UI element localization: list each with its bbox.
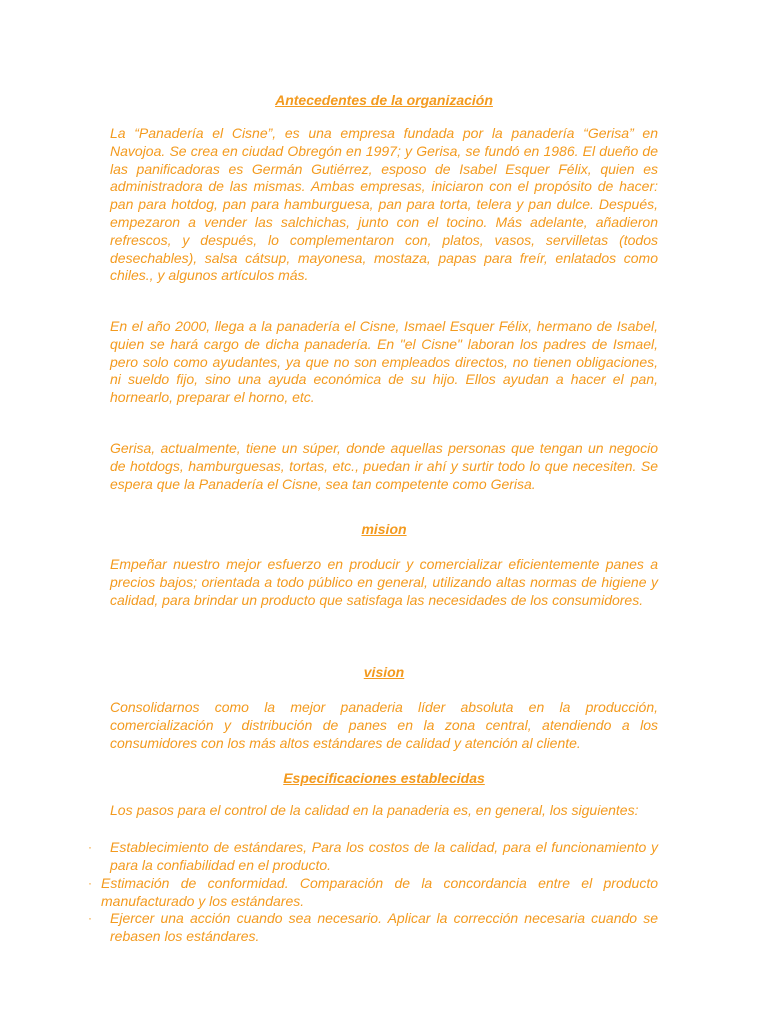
bullet-marker: · (88, 840, 92, 854)
bullet-marker: · (88, 876, 92, 890)
list-item-text: Ejercer una acción cuando sea necesario. Aplicar la corrección necesaria cuando se rebasen los estándares. (110, 910, 658, 944)
paragraph-gerisa: Gerisa, actualmente, tiene un súper, donde aquellas personas que tengan un negocio de hotdogs, hamburguesas, tortas, etc., puedan ir ahí y surtir todo lo que necesiten. Se espera que la Panadería el Cisne, sea tan competente como Gerisa. (110, 440, 658, 492)
paragraph-cisne-2000: En el año 2000, llega a la panadería el Cisne, Ismael Esquer Félix, hermano de Isabel, quien se hará cargo de dicha panadería. En "el Cisne" laboran los padres de Ismael, pero solo como ayudantes, ya que no son empleados directos, no tienen obligaciones, ni sueldo fijo, sino una ayuda económica de su hijo. Ellos ayudan a hacer el pan, hornearlo, preparar el horno, etc. (110, 318, 658, 406)
paragraph-mision: Empeñar nuestro mejor esfuerzo en producir y comercializar eficientemente panes a precios bajos; orientada a todo público en general, utilizando altas normas de higiene y calidad, para brindar un producto que satisfaga las necesidades de los consumidores. (110, 556, 658, 608)
paragraph-pasos: Los pasos para el control de la calidad en la panaderia es, en general, los siguientes: (110, 802, 639, 818)
bullet-marker: · (88, 911, 92, 925)
list-item-text: Establecimiento de estándares, Para los costos de la calidad, para el funcionamiento y para la confiabilidad en el producto. (110, 839, 658, 873)
heading-vision: vision (363, 664, 405, 680)
paragraph-vision: Consolidarnos como la mejor panaderia líder absoluta en la producción, comercialización y distribución de panes en la zona central, atendiendo a los consumidores con los más altos estándares de calidad y atención al cliente. (110, 699, 658, 751)
heading-mision: mision (361, 521, 407, 537)
heading-especificaciones: Especificaciones establecidas (283, 770, 485, 786)
heading-antecedentes: Antecedentes de la organización (275, 92, 493, 108)
list-item-text: Estimación de conformidad. Comparación de la concordancia entre el producto manufacturado y los estándares. (101, 875, 658, 909)
paragraph-history: La “Panadería el Cisne”, es una empresa fundada por la panadería “Gerisa” en Navojoa. Se crea en ciudad Obregón en 1997; y Gerisa, se fundó en 1986. El dueño de las panificadoras es Germán Gutiérrez, esposo de Isabel Esquer Félix, quien es administradora de las mismas. Ambas empresas, iniciaron con el propósito de hacer: pan para hotdog, pan para hamburguesa, pan para torta, telera y pan dulce. Después, empezaron a vender las salchichas, junto con el tocino. Más adelante, añadieron refrescos, y después, lo complementaron con, platos, vasos, servilletas (todos desechables), salsa cátsup, mayonesa, mostaza, papas para freír, enlatados como chiles., y algunos artículos más. (110, 125, 658, 284)
